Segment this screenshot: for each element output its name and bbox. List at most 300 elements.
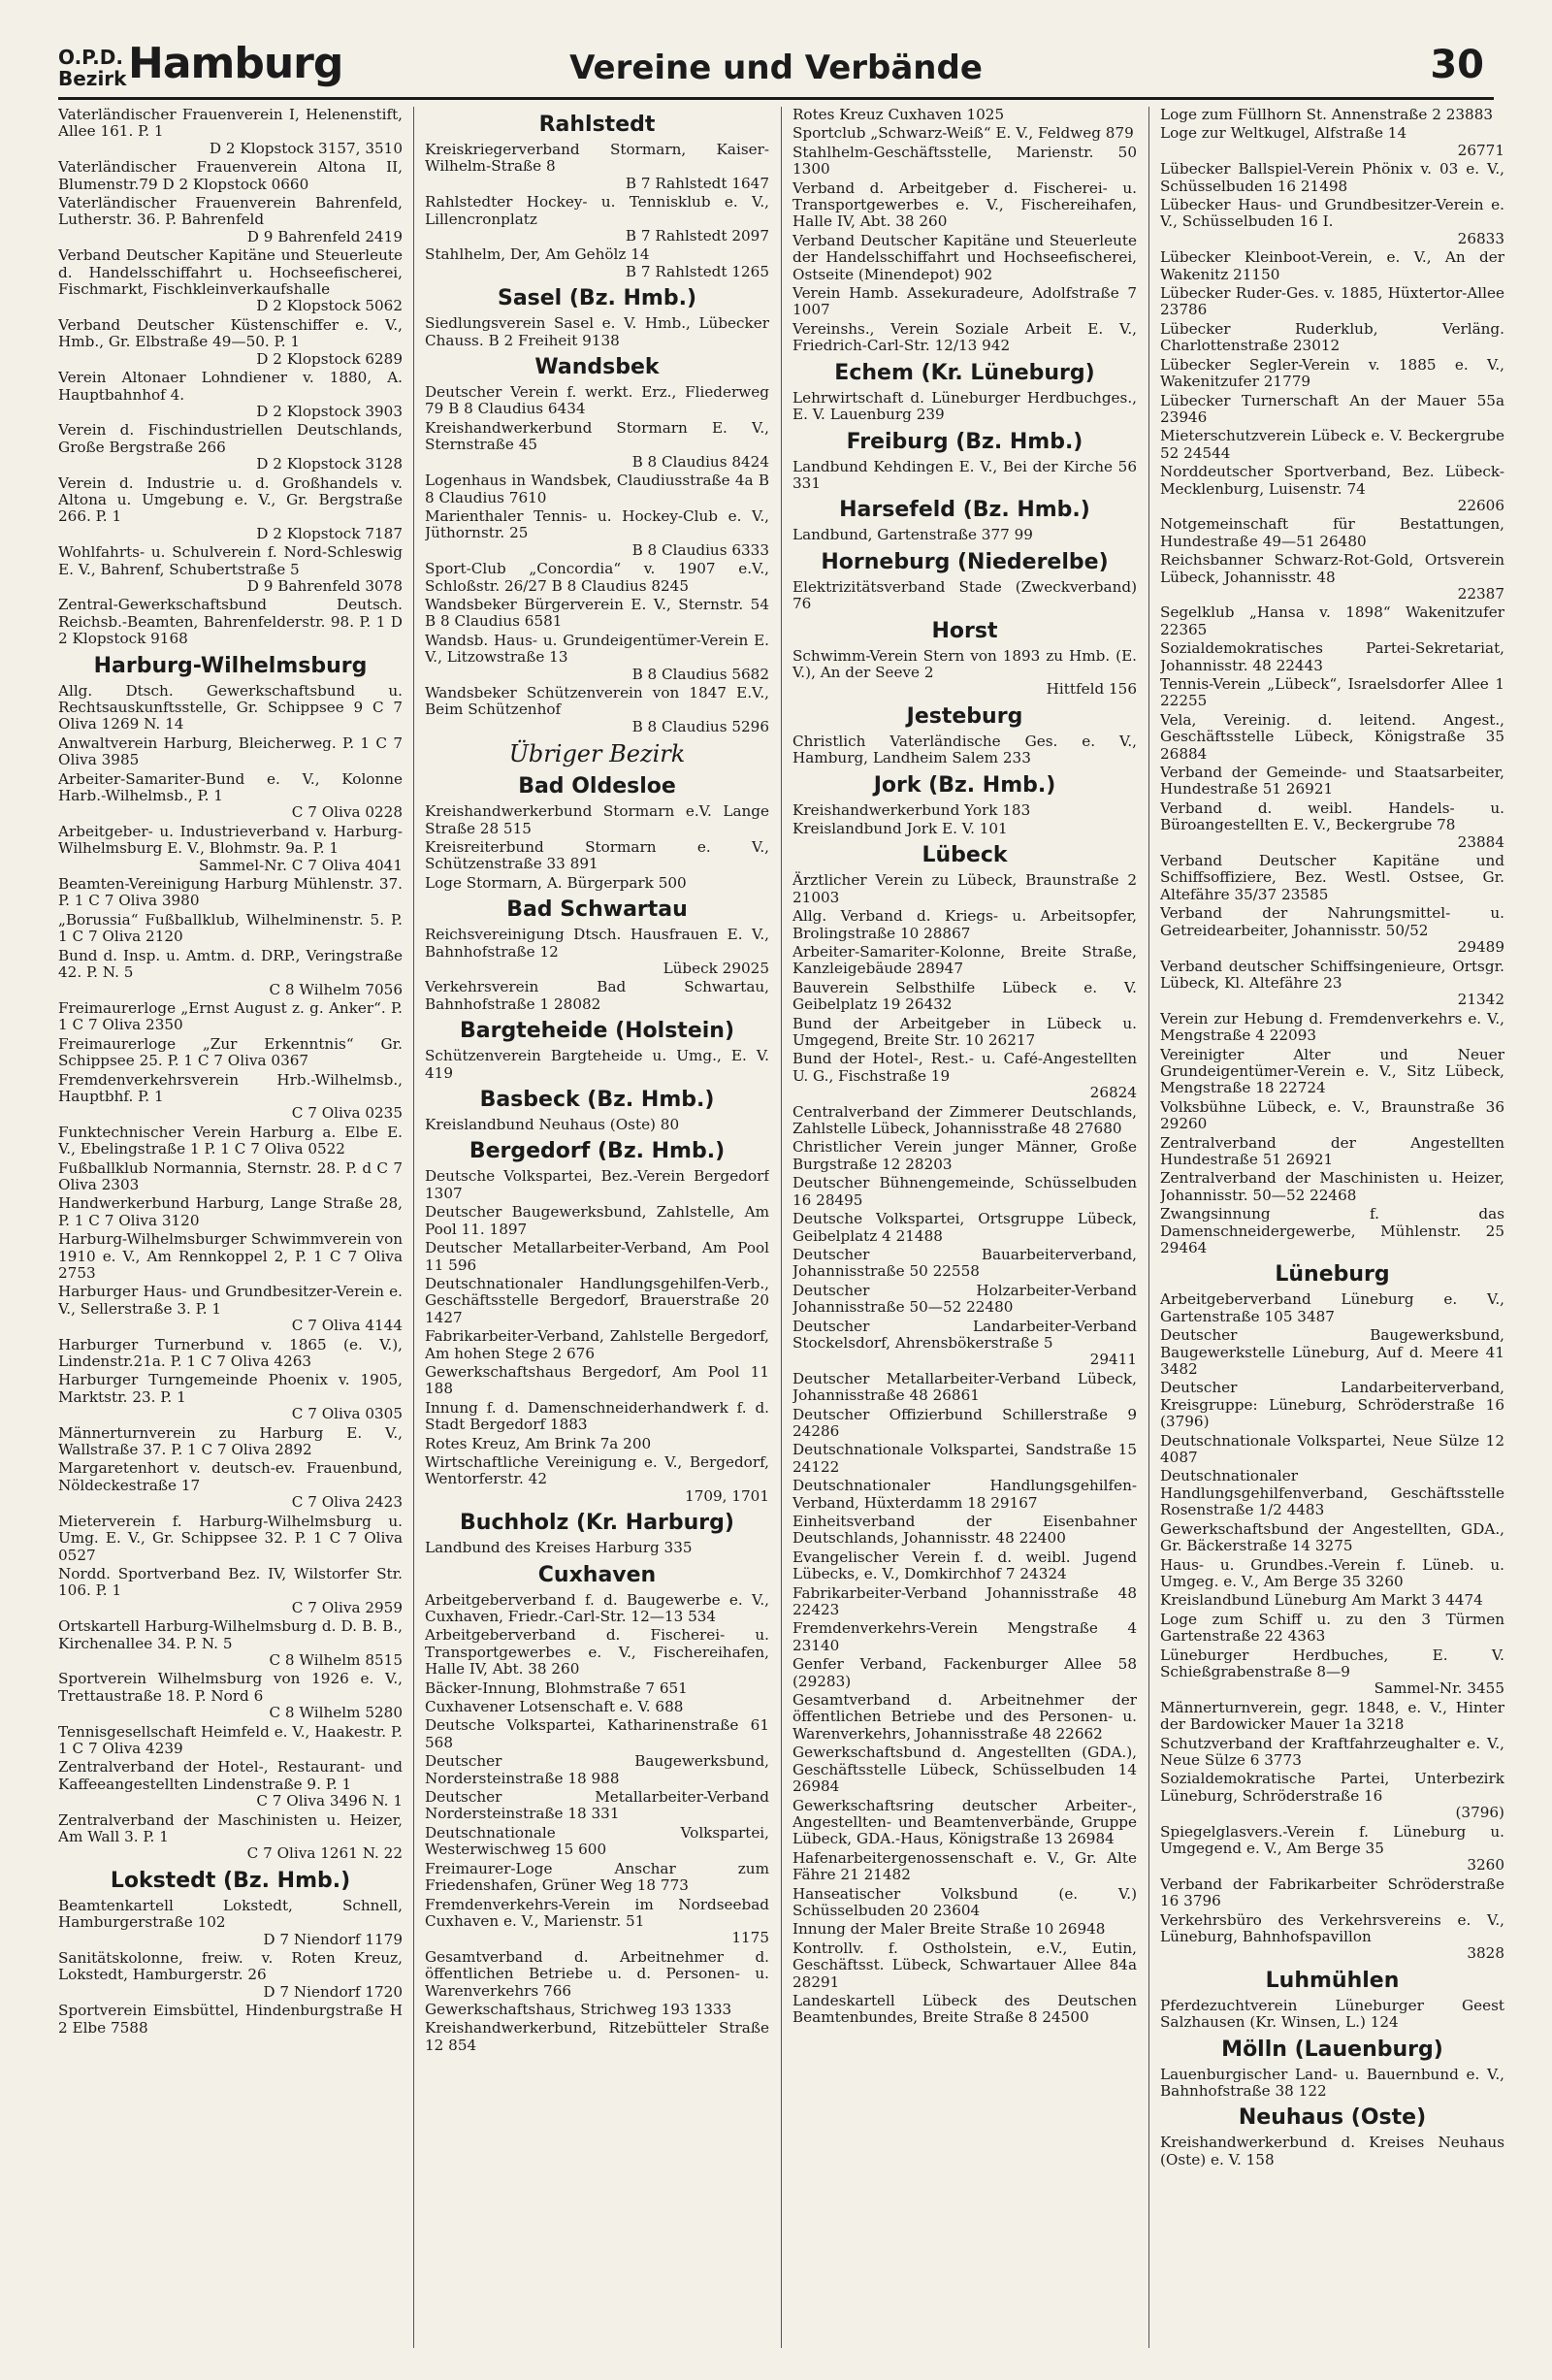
directory-entry bbox=[425, 194, 769, 245]
directory-entry bbox=[1160, 161, 1504, 195]
page-header bbox=[58, 39, 1494, 100]
directory-entry bbox=[1160, 464, 1504, 514]
directory-entry bbox=[425, 1168, 769, 1202]
section-heading: Vereine und Verbände bbox=[569, 49, 983, 87]
entry-text: Landbund des Kreises Harburg 335 bbox=[425, 1539, 693, 1557]
entry-phone: 1709, 1701 bbox=[685, 1486, 769, 1505]
directory-entry bbox=[58, 544, 403, 595]
entry-text: Stahlhelm, Der, Am Gehölz 14 bbox=[425, 245, 650, 264]
entry-phone: 22606 bbox=[1457, 496, 1504, 514]
directory-entry bbox=[425, 1699, 769, 1715]
directory-entry bbox=[425, 685, 769, 735]
entry-text: Bund der Arbeitgeber in Lübeck u. Umgegend, Breite Str. 10 26217 bbox=[792, 1014, 1137, 1050]
entry-phone: 26771 bbox=[1457, 141, 1504, 159]
entry-text: Hafenarbeitergenossenschaft e. V., Gr. Alte Fähre 21 21482 bbox=[792, 1848, 1137, 1884]
directory-entry bbox=[58, 1036, 403, 1070]
entry-text: Harburger Turnerbund v. 1865 (e. V.), Lindenstr.21a. P. 1 C 7 Oliva 4263 bbox=[58, 1335, 403, 1371]
directory-entry bbox=[425, 384, 769, 418]
directory-entry bbox=[425, 1240, 769, 1274]
directory-entry bbox=[425, 1454, 769, 1505]
entry-text: Männerturnverein zu Harburg E. V., Wallstraße 37. P. 1 C 7 Oliva 2892 bbox=[58, 1423, 403, 1459]
entry-text: Sportverein Wilhelmsburg von 1926 e. V., Trettaustraße 18. P. Nord 6 bbox=[58, 1670, 403, 1705]
directory-entry bbox=[792, 1940, 1137, 1991]
entry-text: Harburger Turngemeinde Phoenix v. 1905, Marktstr. 23. P. 1 bbox=[58, 1371, 403, 1406]
entry-phone: D 9 Bahrenfeld 3078 bbox=[246, 576, 403, 595]
entry-text: Vereinigter Alter und Neuer Grundeigentümer-Verein e. V., Sitz Lübeck, Mengstraße 18 22724 bbox=[1160, 1045, 1504, 1097]
directory-entry bbox=[425, 473, 769, 506]
entry-text: Bäcker-Innung, Blohmstraße 7 651 bbox=[425, 1679, 688, 1697]
place-heading: Lüneburg bbox=[1275, 1262, 1390, 1288]
entry-text: Verein d. Industrie u. d. Großhandels v. Altona u. Umgebung e. V., Gr. Bergstraße 266. P. 1 bbox=[58, 473, 403, 526]
directory-entry bbox=[792, 1549, 1137, 1583]
bezirk-label: Bezirk bbox=[58, 67, 127, 90]
directory-entry bbox=[1160, 357, 1504, 391]
entry-text: Freimaurer-Loge Anschar zum Friedenshafen, Grüner Weg 18 773 bbox=[425, 1859, 769, 1895]
entry-phone: C 7 Oliva 0228 bbox=[291, 803, 403, 822]
directory-entry bbox=[792, 1993, 1137, 2027]
column-1 bbox=[58, 107, 403, 2348]
entry-text: Landbund, Gartenstraße 377 99 bbox=[792, 526, 1033, 544]
place-heading: Lokstedt (Bz. Hmb.) bbox=[110, 1868, 351, 1893]
directory-entry bbox=[792, 145, 1137, 179]
entry-text: Zentralverband der Angestellten Hundestraße 51 26921 bbox=[1160, 1133, 1504, 1168]
entry-text: Bund der Hotel-, Rest.- u. Café-Angestellten U. G., Fischstraße 19 bbox=[792, 1050, 1137, 1085]
entry-phone: C 8 Wilhelm 7056 bbox=[269, 980, 403, 998]
directory-entry bbox=[425, 508, 769, 559]
entry-phone: B 7 Rahlstedt 2097 bbox=[625, 227, 769, 245]
place-heading: Bargteheide (Holstein) bbox=[459, 1019, 734, 1044]
entry-text: Kreishandwerkerbund d. Kreises Neuhaus (Oste) e. V. 158 bbox=[1160, 2134, 1504, 2168]
directory-entry bbox=[425, 1825, 769, 1859]
entry-text: Sozialdemokratische Partei, Unterbezirk Lüneburg, Schröderstraße 16 bbox=[1160, 1770, 1504, 1805]
entry-text: Norddeutscher Sportverband, Bez. Lübeck-Mecklenburg, Luisenstr. 74 bbox=[1160, 463, 1504, 498]
directory-entry bbox=[792, 1407, 1137, 1441]
entry-text: Verband d. weibl. Handels- u. Büroangestellten E. V., Beckergrube 78 bbox=[1160, 799, 1504, 834]
entry-phone: 3260 bbox=[1467, 1856, 1504, 1875]
entry-phone: D 2 Klopstock 3128 bbox=[256, 455, 403, 473]
directory-entry bbox=[792, 390, 1137, 424]
place-heading: Lübeck bbox=[922, 843, 1008, 868]
entry-text: Fußballklub Normannia, Sternstr. 28. P. d C 7 Oliva 2303 bbox=[58, 1158, 403, 1193]
entry-text: Arbeitgeberverband f. d. Baugewerbe e. V., Cuxhaven, Friedr.-Carl-Str. 12—13 534 bbox=[425, 1590, 769, 1625]
column-2 bbox=[425, 107, 769, 2348]
entry-text: Rahlstedter Hockey- u. Tennisklub e. V., Lillencronplatz bbox=[425, 193, 769, 228]
directory-entry bbox=[58, 1618, 403, 1669]
entry-text: Deutsche Volkspartei, Ortsgruppe Lübeck, Geibelplatz 4 21488 bbox=[792, 1210, 1137, 1245]
entry-text: Kreishandwerkerbund Stormarn E. V., Sternstraße 45 bbox=[425, 418, 769, 454]
entry-text: Fremdenverkehrs-Verein Mengstraße 4 23140 bbox=[792, 1619, 1137, 1654]
directory-entry bbox=[58, 948, 403, 998]
entry-text: Zentralverband der Maschinisten u. Heizer, Johannisstr. 50—52 22468 bbox=[1160, 1169, 1504, 1204]
entry-text: Tennisgesellschaft Heimfeld e. V., Haakestr. P. 1 C 7 Oliva 4239 bbox=[58, 1722, 403, 1757]
directory-entry bbox=[425, 1048, 769, 1082]
entry-text: Deutscher Baugewerksbund, Zahlstelle, Am Pool 11. 1897 bbox=[425, 1203, 769, 1238]
entry-text: Deutsche Volkspartei, Bez.-Verein Bergedorf 1307 bbox=[425, 1167, 769, 1202]
directory-entry bbox=[58, 475, 403, 543]
entry-text: Verband Deutscher Kapitäne und Schiffsoffiziere, Bez. Westl. Ostsee, Gr. Altefähre 35/37 23585 bbox=[1160, 852, 1504, 903]
entry-text: Lehrwirtschaft d. Lüneburger Herdbuchges., E. V. Lauenburg 239 bbox=[792, 388, 1137, 424]
directory-entry bbox=[792, 980, 1137, 1014]
entry-text: Allg. Dtsch. Gewerkschaftsbund u. Rechtsauskunftsstelle, Gr. Schippsee 9 C 7 Oliva 1269 N. 14 bbox=[58, 681, 403, 734]
entry-text: Bauverein Selbsthilfe Lübeck e. V. Geibelplatz 19 26432 bbox=[792, 978, 1137, 1014]
entry-text: Verband Deutscher Küstenschiffer e. V., Hmb., Gr. Elbstraße 49—50. P. 1 bbox=[58, 315, 403, 351]
opd-label: O.P.D. bbox=[58, 46, 123, 69]
entry-text: Mieterverein f. Harburg-Wilhelmsburg u. Umg. E. V., Gr. Schippsee 32. P. 1 C 7 Oliva 0527 bbox=[58, 1512, 403, 1564]
directory-entry bbox=[58, 771, 403, 822]
entry-text: Loge zum Füllhorn St. Annenstraße 2 23883 bbox=[1160, 107, 1494, 123]
entry-text: Zwangsinnung f. das Damenschneidergewerbe, Mühlenstr. 25 29464 bbox=[1160, 1205, 1504, 1256]
directory-entry bbox=[792, 1798, 1137, 1848]
directory-entry bbox=[1160, 1433, 1504, 1467]
directory-entry bbox=[58, 1566, 403, 1616]
entry-text: Deutscher Baugewerksbund, Baugewerkstelle Lüneburg, Auf d. Meere 41 3482 bbox=[1160, 1326, 1504, 1379]
entry-phone: C 7 Oliva 1261 N. 22 bbox=[246, 1844, 403, 1863]
entry-text: Wandsbeker Bürgerverein E. V., Sternstr. 54 B 8 Claudius 6581 bbox=[425, 595, 769, 631]
entry-text: Deutscher Verein f. werkt. Erz., Fliederweg 79 B 8 Claudius 6434 bbox=[425, 383, 769, 418]
entry-text: Deutschnationale Volkspartei, Neue Sülze 12 4087 bbox=[1160, 1431, 1504, 1467]
directory-entry bbox=[425, 1753, 769, 1787]
entry-phone: D 2 Klopstock 3903 bbox=[256, 402, 403, 420]
entry-text: Deutscher Metallarbeiter-Verband Nordersteinstraße 18 331 bbox=[425, 1788, 769, 1823]
directory-entry bbox=[1160, 1612, 1504, 1646]
directory-entry bbox=[58, 1337, 403, 1371]
directory-entry bbox=[1160, 712, 1504, 763]
column-rule bbox=[413, 107, 414, 2348]
entry-text: Tennis-Verein „Lübeck“, Israelsdorfer Allee 1 22255 bbox=[1160, 675, 1504, 710]
entry-text: Spiegelglasvers.-Verein f. Lüneburg u. Umgegend e. V., Am Berge 35 bbox=[1160, 1822, 1504, 1857]
entry-text: Mieterschutzverein Lübeck e. V. Beckergrube 52 24544 bbox=[1160, 427, 1504, 462]
directory-entry bbox=[792, 1850, 1137, 1884]
entry-text: Segelklub „Hansa v. 1898“ Wakenitzufer 22365 bbox=[1160, 603, 1504, 638]
entry-text: Wohlfahrts- u. Schulverein f. Nord-Schleswig E. V., Bahrenf, Schubertstraße 5 bbox=[58, 543, 403, 578]
entry-text: Deutscher Metallarbeiter-Verband, Am Pool 11 596 bbox=[425, 1239, 769, 1274]
directory-entry bbox=[425, 420, 769, 471]
directory-entry bbox=[792, 1139, 1137, 1173]
entry-text: Christlich Vaterländische Ges. e. V., Hamburg, Landheim Salem 233 bbox=[792, 732, 1137, 767]
place-heading: Jork (Bz. Hmb.) bbox=[873, 772, 1056, 798]
directory-entry bbox=[58, 107, 403, 157]
entry-phone: 29411 bbox=[1089, 1351, 1137, 1369]
directory-entry bbox=[792, 1016, 1137, 1050]
directory-entry bbox=[792, 1104, 1137, 1138]
entry-phone: Sammel-Nr. 3455 bbox=[1374, 1679, 1504, 1698]
entry-text: Verband Deutscher Kapitäne und Steuerleute der Handelsschiffahrt und Hochseefischerei, Ostseite (Minendepot) 902 bbox=[792, 231, 1137, 283]
directory-entry bbox=[1160, 1011, 1504, 1045]
directory-entry bbox=[792, 527, 1137, 543]
directory-entry bbox=[58, 1898, 403, 1948]
entry-text: Handwerkerbund Harburg, Lange Straße 28, P. 1 C 7 Oliva 3120 bbox=[58, 1194, 403, 1229]
directory-entry bbox=[425, 2020, 769, 2054]
directory-entry bbox=[58, 370, 403, 420]
entry-phone: D 7 Niendorf 1179 bbox=[263, 1930, 403, 1948]
directory-entry bbox=[58, 247, 403, 315]
entry-text: Ärztlicher Verein zu Lübeck, Braunstraße 2 21003 bbox=[792, 871, 1137, 906]
entry-phone: B 7 Rahlstedt 1647 bbox=[625, 174, 769, 192]
entry-text: Allg. Verband d. Kriegs- u. Arbeitsopfer, Brolingstraße 10 28867 bbox=[792, 907, 1137, 942]
directory-entry bbox=[792, 1585, 1137, 1619]
entry-phone: C 7 Oliva 2423 bbox=[291, 1493, 403, 1512]
entry-text: Rotes Kreuz, Am Brink 7a 200 bbox=[425, 1434, 652, 1452]
entry-text: Gewerkschaftshaus, Strichweg 193 1333 bbox=[425, 2000, 732, 2018]
directory-entry bbox=[1160, 428, 1504, 462]
directory-entry bbox=[425, 1276, 769, 1326]
entry-text: Landbund Kehdingen E. V., Bei der Kirche 56 331 bbox=[792, 457, 1137, 492]
entry-text: Schwimm-Verein Stern von 1893 zu Hmb. (E. V.), An der Seeve 2 bbox=[792, 646, 1137, 681]
directory-entry bbox=[1160, 1647, 1504, 1698]
entry-text: Vaterländischer Frauenverein I, Helenenstift, Allee 161. P. 1 bbox=[58, 107, 403, 141]
directory-entry bbox=[1160, 2067, 1504, 2101]
directory-entry bbox=[58, 597, 403, 647]
directory-entry bbox=[425, 142, 769, 192]
entry-text: Sportverein Eimsbüttel, Hindenburgstraße H 2 Elbe 7588 bbox=[58, 2002, 403, 2037]
directory-entry bbox=[425, 1328, 769, 1362]
entry-phone: B 8 Claudius 5682 bbox=[631, 665, 769, 683]
entry-phone: C 7 Oliva 4144 bbox=[291, 1317, 403, 1335]
entry-text: Fremdenverkehrs-Verein im Nordseebad Cuxhaven e. V., Marienstr. 51 bbox=[425, 1895, 769, 1930]
directory-entry bbox=[58, 824, 403, 874]
entry-text: Harburg-Wilhelmsburger Schwimmverein von 1910 e. V., Am Rennkoppel 2, P. 1 C 7 Oliva 2753 bbox=[58, 1230, 403, 1282]
directory-entry bbox=[792, 734, 1137, 767]
entry-phone: (3796) bbox=[1455, 1804, 1504, 1822]
entry-text: Kreislandbund Lüneburg Am Markt 3 4474 bbox=[1160, 1591, 1483, 1610]
place-heading: Bad Oldesloe bbox=[518, 774, 676, 799]
entry-text: Freimaurerloge „Zur Erkenntnis“ Gr. Schippsee 25. P. 1 C 7 Oliva 0367 bbox=[58, 1034, 403, 1070]
directory-entry bbox=[792, 1514, 1137, 1548]
entry-text: Fremdenverkehrsverein Hrb.-Wilhelmsb., Hauptbhf. P. 1 bbox=[58, 1070, 403, 1105]
entry-text: Verein Hamb. Assekuradeure, Adolfstraße 7 1007 bbox=[792, 284, 1137, 319]
entry-text: Deutschnationaler Handlungsgehilfen-Verb., Geschäftsstelle Bergedorf, Brauerstraße 20 1427 bbox=[425, 1274, 769, 1326]
entry-text: Sport-Club „Concordia“ v. 1907 e.V., Schloßstr. 26/27 B 8 Claudius 8245 bbox=[425, 560, 769, 595]
entry-text: Arbeiter-Samariter-Bund e. V., Kolonne Harb.-Wilhelmsb., P. 1 bbox=[58, 769, 403, 805]
entry-text: Verband der Gemeinde- und Staatsarbeiter, Hundestraße 51 26921 bbox=[1160, 764, 1504, 799]
place-heading: Freiburg (Bz. Hmb.) bbox=[846, 429, 1083, 454]
entry-text: Cuxhavener Lotsenschaft e. V. 688 bbox=[425, 1698, 684, 1716]
directory-entry bbox=[425, 1400, 769, 1434]
columns bbox=[58, 107, 1504, 2348]
directory-entry bbox=[792, 1211, 1137, 1245]
entry-text: Elektrizitätsverband Stade (Zweckverband) 76 bbox=[792, 577, 1137, 613]
directory-entry bbox=[425, 1627, 769, 1678]
directory-entry bbox=[792, 1051, 1137, 1101]
directory-entry bbox=[1160, 1592, 1504, 1609]
place-heading: Echem (Kr. Lüneburg) bbox=[834, 360, 1095, 385]
entry-text: Zentral-Gewerkschaftsbund Deutsch. Reichsb.-Beamten, Bahrenfelderstr. 98. P. 1 D 2 Klopstock 9168 bbox=[58, 596, 403, 648]
entry-text: Verband deutscher Schiffsingenieure, Ortsgr. Lübeck, Kl. Altefähre 23 bbox=[1160, 957, 1504, 992]
entry-text: Verband d. Arbeitgeber d. Fischerei- u. Transportgewerbes e. V., Fischereihafen, Halle IV, Abt. 38 260 bbox=[792, 179, 1137, 231]
directory-entry bbox=[1160, 1327, 1504, 1378]
entry-text: Lübecker Haus- und Grundbesitzer-Verein e. V., Schüsselbuden 16 I. bbox=[1160, 196, 1504, 231]
entry-phone: D 9 Bahrenfeld 2419 bbox=[246, 227, 403, 245]
entry-text: Loge zum Schiff u. zu den 3 Türmen Gartenstraße 22 4363 bbox=[1160, 1610, 1504, 1646]
directory-entry bbox=[1160, 1824, 1504, 1875]
directory-entry bbox=[792, 1442, 1137, 1476]
column-3 bbox=[792, 107, 1137, 2348]
entry-text: Deutscher Landarbeiterverband, Kreisgruppe: Lüneburg, Schröderstraße 16 (3796) bbox=[1160, 1379, 1504, 1431]
entry-text: Wirtschaftliche Vereinigung e. V., Bergedorf, Wentorferstr. 42 bbox=[425, 1452, 769, 1488]
directory-entry bbox=[1160, 1170, 1504, 1204]
entry-text: Arbeitgeberverband d. Fischerei- u. Transportgewerbes e. V., Fischereihafen, Halle IV, Abt. 38 260 bbox=[425, 1626, 769, 1679]
entry-text: Freimaurerloge „Ernst August z. g. Anker“. P. 1 C 7 Oliva 2350 bbox=[58, 998, 403, 1034]
entry-text: Beamtenkartell Lokstedt, Schnell, Hamburgerstraße 102 bbox=[58, 1896, 403, 1932]
directory-entry bbox=[792, 821, 1137, 837]
entry-text: Innung f. d. Damenschneiderhandwerk f. d. Stadt Bergedorf 1883 bbox=[425, 1398, 769, 1434]
directory-entry bbox=[792, 321, 1137, 355]
directory-entry bbox=[425, 633, 769, 683]
directory-entry bbox=[1160, 1135, 1504, 1169]
entry-text: Siedlungsverein Sasel e. V. Hmb., Lübecker Chauss. B 2 Freiheit 9138 bbox=[425, 314, 769, 349]
directory-entry bbox=[792, 1371, 1137, 1405]
entry-text: Deutscher Landarbeiter-Verband Stockelsdorf, Ahrensbökerstraße 5 bbox=[792, 1317, 1137, 1352]
entry-text: Kreiskriegerverband Stormarn, Kaiser-Wilhelm-Straße 8 bbox=[425, 141, 769, 176]
entry-text: Deutscher Metallarbeiter-Verband Lübeck, Johannisstraße 48 26861 bbox=[792, 1369, 1137, 1405]
entry-text: Volksbühne Lübeck, e. V., Braunstraße 36 29260 bbox=[1160, 1097, 1504, 1133]
entry-text: Einheitsverband der Eisenbahner Deutschlands, Johannisstr. 48 22400 bbox=[792, 1513, 1137, 1548]
directory-entry bbox=[1160, 1557, 1504, 1591]
entry-text: Verkehrsbüro des Verkehrsvereins e. V., Lüneburg, Bahnhofspavillon bbox=[1160, 1910, 1504, 1946]
directory-entry bbox=[792, 233, 1137, 283]
directory-entry bbox=[792, 1478, 1137, 1512]
place-heading: Übriger Bezirk bbox=[508, 740, 686, 768]
place-heading: Harsefeld (Bz. Hmb.) bbox=[839, 498, 1090, 523]
directory-entry bbox=[58, 195, 403, 245]
entry-text: Beamten-Vereinigung Harburg Mühlenstr. 37. P. 1 C 7 Oliva 3980 bbox=[58, 875, 403, 910]
directory-entry bbox=[792, 1656, 1137, 1690]
entry-text: Loge Stormarn, A. Bürgerpark 500 bbox=[425, 873, 687, 892]
place-heading: Basbeck (Bz. Hmb.) bbox=[479, 1088, 715, 1113]
directory-entry bbox=[1160, 1700, 1504, 1734]
directory-entry bbox=[1160, 604, 1504, 638]
entry-text: Sanitätskolonne, freiw. v. Roten Kreuz, Lokstedt, Hamburgerstr. 26 bbox=[58, 1949, 403, 1984]
entry-text: Loge zur Weltkugel, Alfstraße 14 bbox=[1160, 124, 1407, 143]
entry-text: Anwaltverein Harburg, Bleicherweg. P. 1 C 7 Oliva 3985 bbox=[58, 734, 403, 769]
entry-text: Deutschnationale Volkspartei, Sandstraße 15 24122 bbox=[792, 1441, 1137, 1476]
directory-entry bbox=[425, 1436, 769, 1452]
entry-text: Verband Deutscher Kapitäne und Steuerleute d. Handelsschiffahrt u. Hochseefischerei, Fischmarkt, Fischkleinverkaufshalle bbox=[58, 246, 403, 299]
entry-text: Ortskartell Harburg-Wilhelmsburg d. D. B. B., Kirchenallee 34. P. N. 5 bbox=[58, 1617, 403, 1652]
column-rule bbox=[1148, 107, 1149, 2348]
directory-entry bbox=[792, 579, 1137, 613]
entry-text: Deutscher Holzarbeiter-Verband Johannisstraße 50—52 22480 bbox=[792, 1281, 1137, 1317]
directory-entry bbox=[1160, 2135, 1504, 2168]
directory-entry bbox=[1160, 640, 1504, 674]
entry-text: Lauenburgischer Land- u. Bauernbund e. V., Bahnhofstraße 38 122 bbox=[1160, 2065, 1504, 2101]
place-heading: Sasel (Bz. Hmb.) bbox=[497, 286, 697, 311]
entry-text: Rotes Kreuz Cuxhaven 1025 bbox=[792, 107, 1005, 123]
entry-text: Schützenverein Bargteheide u. Umg., E. V. 419 bbox=[425, 1047, 769, 1082]
entry-text: Haus- u. Grundbes.-Verein f. Lüneb. u. Umgeg. e. V., Am Berge 35 3260 bbox=[1160, 1555, 1504, 1590]
place-heading: Luhmühlen bbox=[1265, 1968, 1400, 1993]
directory-entry bbox=[58, 1759, 403, 1809]
directory-entry bbox=[425, 1949, 769, 2000]
directory-entry bbox=[58, 1195, 403, 1229]
directory-entry bbox=[425, 1789, 769, 1823]
directory-entry bbox=[792, 872, 1137, 906]
directory-entry bbox=[792, 1175, 1137, 1209]
entry-text: Kreishandwerkerbund York 183 bbox=[792, 800, 1031, 819]
entry-text: Gewerkschaftsbund d. Angestellten (GDA.), Geschäftsstelle Lübeck, Schüsselbuden 14 26984 bbox=[792, 1744, 1137, 1796]
entry-text: Deutscher Bauarbeiterverband, Johannisstraße 50 22558 bbox=[792, 1245, 1137, 1281]
entry-text: Gewerkschaftsring deutscher Arbeiter-, Angestellten- und Beamtenverbände, Gruppe Lübeck, GDA.-Haus, Königstraße 13 26984 bbox=[792, 1796, 1137, 1848]
directory-entry bbox=[58, 1671, 403, 1721]
directory-entry bbox=[792, 1283, 1137, 1317]
entry-text: Lübecker Segler-Verein v. 1885 e. V., Wakenitzufer 21779 bbox=[1160, 355, 1504, 391]
directory-entry bbox=[425, 1540, 769, 1556]
entry-text: Fabrikarbeiter-Verband, Zahlstelle Bergedorf, Am hohen Stege 2 676 bbox=[425, 1327, 769, 1362]
entry-phone: 23884 bbox=[1457, 832, 1504, 851]
directory-entry bbox=[425, 1117, 769, 1133]
directory-entry bbox=[425, 1680, 769, 1697]
directory-entry bbox=[1160, 107, 1504, 123]
column-4 bbox=[1160, 107, 1504, 2348]
directory-entry bbox=[58, 317, 403, 368]
directory-entry bbox=[1160, 393, 1504, 427]
directory-entry bbox=[425, 1861, 769, 1895]
entry-text: Zentralverband der Maschinisten u. Heizer, Am Wall 3. P. 1 bbox=[58, 1810, 403, 1845]
entry-phone: D 2 Klopstock 5062 bbox=[256, 297, 403, 315]
entry-text: Arbeitgeberverband Lüneburg e. V., Gartenstraße 105 3487 bbox=[1160, 1290, 1504, 1325]
directory-entry bbox=[58, 422, 403, 473]
entry-phone: Hittfeld 156 bbox=[1046, 680, 1137, 699]
directory-entry bbox=[792, 1886, 1137, 1920]
directory-entry bbox=[425, 979, 769, 1013]
entry-text: Genfer Verband, Fackenburger Allee 58 (29283) bbox=[792, 1655, 1137, 1690]
directory-entry bbox=[792, 1620, 1137, 1654]
entry-text: Sportclub „Schwarz-Weiß“ E. V., Feldweg 879 bbox=[792, 124, 1134, 143]
directory-entry bbox=[792, 180, 1137, 231]
entry-text: Kreisreiterbund Stormarn e. V., Schützenstraße 33 891 bbox=[425, 838, 769, 873]
place-heading: Mölln (Lauenburg) bbox=[1221, 2037, 1443, 2062]
directory-entry bbox=[1160, 249, 1504, 283]
directory-entry bbox=[425, 246, 769, 280]
directory-entry bbox=[1160, 1521, 1504, 1555]
entry-text: Kreishandwerkerbund, Ritzebütteler Straße 12 854 bbox=[425, 2019, 769, 2054]
entry-text: Centralverband der Zimmerer Deutschlands, Zahlstelle Lübeck, Johannisstraße 48 27680 bbox=[792, 1102, 1137, 1138]
entry-text: Reichsbanner Schwarz-Rot-Gold, Ortsverein Lübeck, Johannisstr. 48 bbox=[1160, 551, 1504, 586]
entry-text: Schutzverband der Kraftfahrzeughalter e. V., Neue Sülze 6 3773 bbox=[1160, 1734, 1504, 1769]
entry-text: Lüneburger Herdbuches, E. V. Schießgrabenstraße 8—9 bbox=[1160, 1646, 1504, 1680]
entry-phone: 29489 bbox=[1457, 938, 1504, 957]
directory-entry bbox=[792, 802, 1137, 819]
directory-entry bbox=[1160, 765, 1504, 799]
entry-phone: B 7 Rahlstedt 1265 bbox=[625, 262, 769, 280]
entry-phone: D 2 Klopstock 7187 bbox=[256, 524, 403, 542]
directory-entry bbox=[58, 1460, 403, 1511]
directory-entry bbox=[1160, 552, 1504, 603]
directory-entry bbox=[1160, 1047, 1504, 1097]
directory-entry bbox=[58, 912, 403, 946]
entry-text: Reichsvereinigung Dtsch. Hausfrauen E. V., Bahnhofstraße 12 bbox=[425, 926, 769, 961]
column-rule bbox=[781, 107, 782, 2348]
entry-phone: C 7 Oliva 0235 bbox=[291, 1104, 403, 1123]
directory-entry bbox=[58, 876, 403, 910]
entry-text: Bund d. Insp. u. Amtm. d. DRP., Veringstraße 42. P. N. 5 bbox=[58, 946, 403, 982]
directory-entry bbox=[58, 735, 403, 769]
directory-entry bbox=[1160, 853, 1504, 903]
directory-entry bbox=[1160, 676, 1504, 710]
entry-phone: B 8 Claudius 8424 bbox=[631, 452, 769, 471]
directory-entry bbox=[792, 648, 1137, 699]
entry-phone: D 7 Niendorf 1720 bbox=[263, 1982, 403, 2001]
entry-phone: C 7 Oliva 2959 bbox=[291, 1598, 403, 1616]
entry-text: Pferdezuchtverein Lüneburger Geest Salzhausen (Kr. Winsen, L.) 124 bbox=[1160, 1996, 1504, 2032]
directory-entry bbox=[58, 1160, 403, 1194]
directory-entry bbox=[58, 1514, 403, 1564]
entry-text: Kontrollv. f. Ostholstein, e.V., Eutin, Geschäftsst. Lübeck, Schwartauer Allee 84a 28291 bbox=[792, 1939, 1137, 1991]
entry-text: Nordd. Sportverband Bez. IV, Wilstorfer Str. 106. P. 1 bbox=[58, 1564, 403, 1600]
entry-phone: C 7 Oliva 3496 N. 1 bbox=[256, 1792, 403, 1810]
entry-text: Gewerkschaftshaus Bergedorf, Am Pool 11 188 bbox=[425, 1362, 769, 1398]
entry-text: Logenhaus in Wandsbek, Claudiusstraße 4a B 8 Claudius 7610 bbox=[425, 472, 769, 506]
